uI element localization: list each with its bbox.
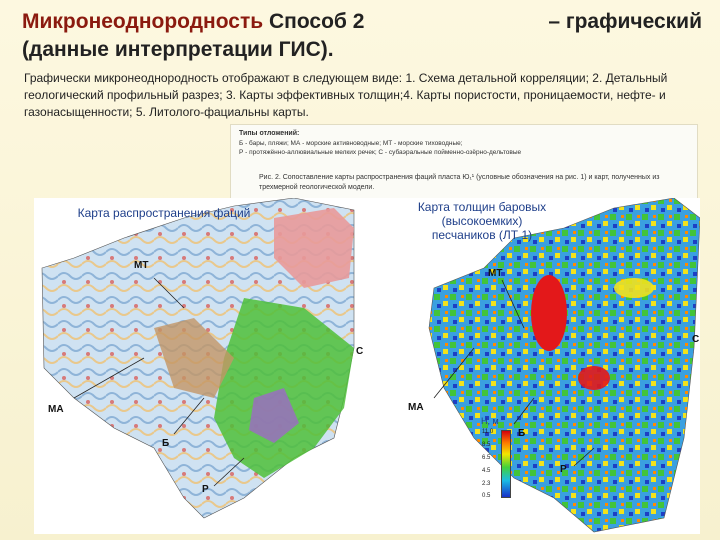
right-label-p: Р — [560, 464, 567, 475]
scale-tick: 6.5 — [482, 455, 491, 461]
figure-legend — [230, 124, 698, 200]
right-map-title: Карта толщин баровых (высокоемких) песчаников (ЛТ 1) — [417, 200, 547, 242]
right-label-c: С — [692, 334, 700, 345]
right-label-ma: МА — [408, 402, 424, 413]
title-part1: Микронеоднородность — [22, 10, 264, 33]
right-label-mt: МТ — [488, 268, 503, 279]
left-label-b: Б — [162, 438, 170, 449]
thickness-map-shape — [429, 198, 700, 532]
legend-heading: Типы отложений: — [239, 130, 300, 137]
maps-image — [34, 198, 700, 534]
left-map-title: Карта распространения фаций — [77, 206, 251, 220]
scale-tick: 8.5 — [482, 442, 491, 448]
thickness-max-zone — [531, 275, 567, 351]
legend-line2: Р - протяжённо-аллювиальные мелких речек; С - субаэральные пойменно-озёрно-дельтовые — [239, 149, 522, 156]
figure-caption: Рис. 2. Сопоставление карты распространения фаций пласта Ю₁¹ (условные обозначения на рис. 1) и карт, полученных из трехмерной геологической модели. — [259, 174, 660, 191]
right-label-b: Б — [518, 428, 526, 439]
scale-tick: 11.0 — [482, 429, 494, 435]
slide-title — [22, 8, 702, 64]
left-label-p: Р — [202, 484, 209, 495]
title-line2: (данные интерпретации ГИС). — [22, 38, 334, 61]
left-label-c: С — [356, 346, 364, 357]
scale-title: Н, м — [481, 416, 499, 426]
description-text: Графически микронеоднородность отображают в следующем виде: 1. Схема детальной корреляции; 2. Детальный геологический профильный разрез; 3. Карты эффективных толщин;4. Карты пористости, проницаемости, нефте- и газонасыщенности; 5. Литолого-фациальны карты. — [24, 71, 668, 119]
maps-figure — [34, 198, 700, 534]
thickness-mid-zone — [614, 278, 654, 298]
title-part2: Способ 2 — [263, 10, 365, 33]
left-label-mt: МТ — [134, 260, 149, 271]
scale-tick: 0.5 — [482, 493, 491, 499]
thickness-high-zone — [578, 366, 610, 390]
scale-tick: 4.5 — [482, 468, 491, 474]
thickness-color-scale — [501, 430, 511, 498]
title-part3: – графический — [548, 10, 702, 33]
left-label-ma: МА — [48, 404, 64, 415]
scale-tick: 2.3 — [482, 481, 491, 487]
legend-line1: Б - бары, пляжи; МА - морские активноводные; МТ - морские тиховодные; — [239, 140, 463, 147]
